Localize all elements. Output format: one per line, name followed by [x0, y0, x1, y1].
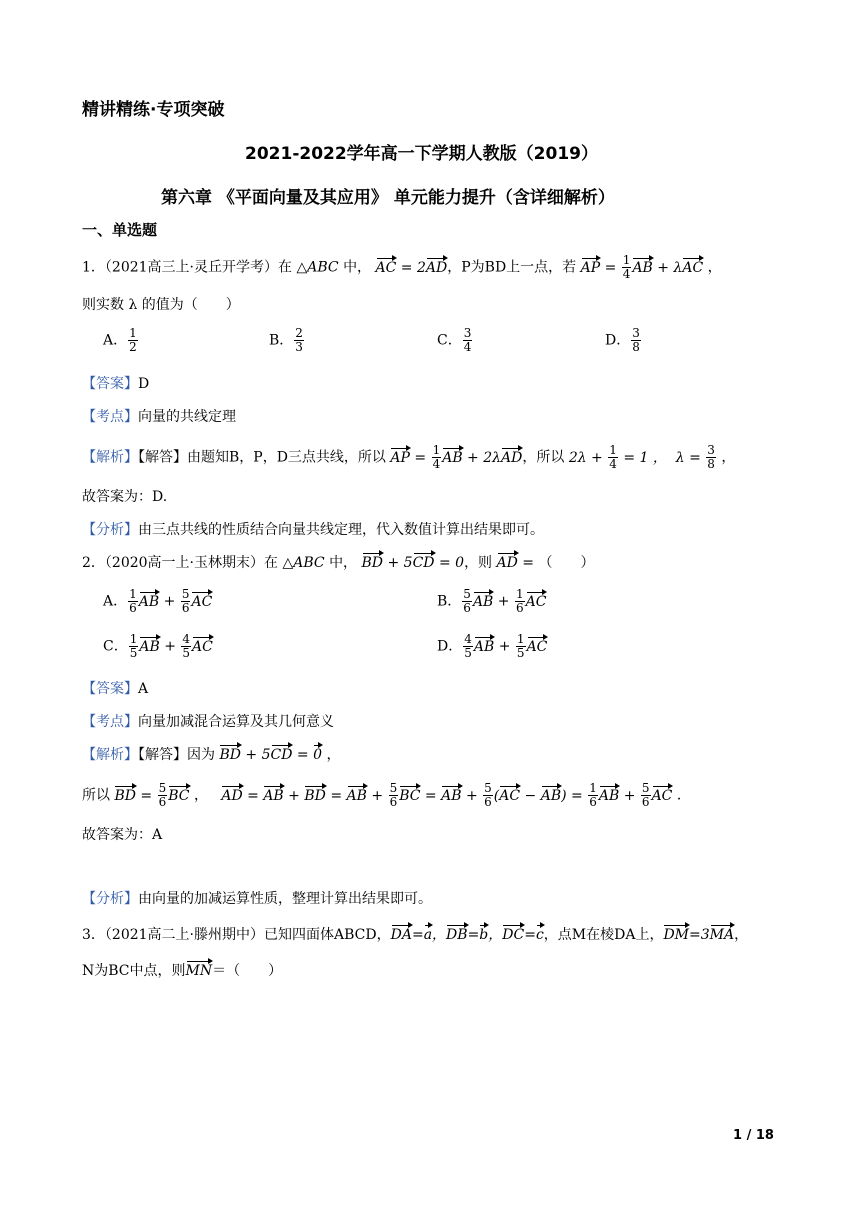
q1-analysis-result: 2λ + $\frac{1}{4}$ = 1 ， λ = $\frac{3}{8}$: [568, 443, 715, 471]
q2-given-equation: BD + 5CD = 0: [362, 555, 465, 571]
q1-p-text: ，P为BD上一点，若: [447, 259, 577, 276]
q1-option-d[interactable]: D． $\frac{3}{8}$: [605, 326, 640, 354]
q1-analysis: 【解析】【解答】由题知B，P，D三点共线，所以 AP = $\frac{1}{4}$ AB + 2λAD，所以 2λ + $\frac{1}{4}$ = 1 ， λ = $\frac{3}{8}$ ，: [82, 443, 736, 471]
series-title: 精讲精练·专项突破: [82, 100, 225, 120]
q2-stem: 2．（2020高一上·玉林期末）在 △ABC 中， BD + 5CD = 0，则 AD = （ ）: [82, 552, 595, 572]
q1-source: （2021高三上·灵丘开学考）在: [104, 259, 293, 276]
q2-option-d[interactable]: D． $\frac{4}{5}$ AB + $\frac{1}{5}$ AC: [437, 632, 548, 660]
q3-stem-line1: 3．（2021高二上·滕州期中）已知四面体ABCD，DA=a，DB=b，DC=c，点M在棱DA上，DM=3MA，: [82, 924, 748, 944]
q1-option-b[interactable]: B． $\frac{2}{3}$: [269, 326, 303, 354]
q3-vectors: DA=a，DB=b，DC=c: [391, 927, 544, 943]
q2-option-a[interactable]: A． $\frac{1}{6}$ AB + $\frac{5}{6}$ AC: [103, 587, 213, 615]
q1-triangle: △ABC: [296, 259, 339, 276]
q1-option-c[interactable]: C． $\frac{3}{4}$: [437, 326, 472, 354]
q3-stem-line2: N为BC中点，则MN＝（ ）: [82, 960, 282, 980]
doc-title-line2: 第六章 《平面向量及其应用》 单元能力提升（含详细解析）: [161, 188, 615, 208]
q1-answer: 【答案】D: [82, 376, 150, 392]
q2-summary: 【分析】由向量的加减运算性质，整理计算出结果即可。: [82, 891, 432, 907]
q2-analysis-equation: BD + 5CD = 0: [219, 747, 322, 763]
q2-answer: 【答案】A: [82, 681, 149, 697]
q1-number: 1．: [82, 259, 105, 276]
q1-in: 中，: [343, 259, 372, 276]
doc-title-line1: 2021-2022学年高一下学期人教版（2019）: [245, 144, 598, 164]
q1-knowledge-point: 【考点】向量的共线定理: [82, 409, 236, 425]
q2-option-c[interactable]: C． $\frac{1}{5}$ AB + $\frac{4}{5}$ AC: [103, 632, 213, 660]
section-heading: 一、单选题: [82, 221, 158, 239]
q2-knowledge-point: 【考点】向量加减混合运算及其几何意义: [82, 714, 334, 730]
q2-option-b[interactable]: B． $\frac{5}{6}$ AB + $\frac{1}{6}$ AC: [437, 587, 547, 615]
q1-analysis-equation: AP = $\frac{1}{4}$ AB + 2λAD: [390, 443, 523, 471]
q2-analysis: 【解析】【解答】因为 BD + 5CD = 0 ，: [82, 744, 340, 764]
q2-derivation: 所以 BD = $\frac{5}{6}$ BC ， AD = AB + BD = AB + $\frac{5}{6}$ BC = AB + $\frac{5}{6}$ (AC − AB) = $\frac{1}{6}$ AB + $\frac{5}{6}$ AC ．: [82, 781, 691, 809]
q2-triangle: △ABC: [282, 555, 325, 571]
q2-analysis-end: 故答案为：A: [82, 827, 163, 843]
q1-summary: 【分析】由三点共线的性质结合向量共线定理，代入数值计算出结果即可。: [82, 522, 544, 538]
q1-ap-equation: AP = $\frac{1}{4}$ AB + λAC: [580, 253, 704, 281]
q1-given-equation: AC = 2AD: [376, 260, 448, 276]
page-number: 1 / 18: [733, 1128, 774, 1143]
q1-analysis-end: 故答案为：D.: [82, 489, 168, 505]
q1-option-a[interactable]: A． $\frac{1}{2}$: [103, 326, 137, 354]
q1-stem-line2: 则实数 λ 的值为（ ）: [82, 297, 240, 313]
q1-stem-line1: 1．（2021高三上·灵丘开学考）在 △ABC 中， AC = 2AD，P为BD上一点，若 AP = $\frac{1}{4}$ AB + λAC ，: [82, 253, 722, 281]
